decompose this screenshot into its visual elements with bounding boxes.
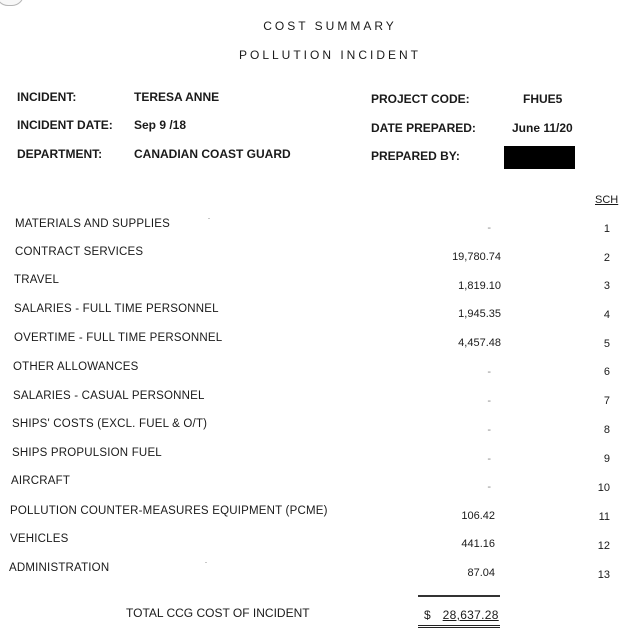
row-label: TRAVEL [14,274,60,286]
document-title: COST SUMMARY [263,19,397,33]
row-amount: 1,819.10 [458,280,501,292]
row-amount: - [487,366,491,378]
total-value: 28,637.28 [442,608,499,622]
row-amount: 4,457.48 [458,337,501,349]
scan-speck [205,562,207,563]
row-label: SALARIES - FULL TIME PERSONNEL [14,303,219,315]
document-subtitle: POLLUTION INCIDENT [238,48,421,62]
row-amount: - [487,453,491,465]
page-corner-mark [0,0,24,6]
incident-date-value: Sep 9 /18 [134,118,187,132]
row-amount: - [487,481,491,493]
row-sch: 8 [603,424,610,436]
total-amount [424,608,499,622]
date-prepared-label: DATE PREPARED: [371,121,476,135]
row-sch: 2 [603,252,610,264]
row-label: POLLUTION COUNTER-MEASURES EQUIPMENT (PCME) [10,505,328,517]
row-amount: 1,945.35 [458,308,501,320]
incident-value: TERESA ANNE [134,90,220,104]
row-sch: 10 [597,482,610,494]
project-code-label: PROJECT CODE: [371,92,470,106]
prepared-by-label: PREPARED BY: [371,149,460,163]
row-sch: 6 [603,366,610,378]
row-label: SHIPS PROPULSION FUEL [12,447,162,459]
row-label: SALARIES - CASUAL PERSONNEL [13,390,205,402]
total-double-underline [418,625,500,628]
row-amount: - [487,395,491,407]
date-prepared-value: June 11/20 [512,121,573,135]
row-label: ADMINISTRATION [9,562,110,574]
row-sch: 9 [603,453,610,465]
row-sch: 5 [603,338,610,350]
incident-label: INCIDENT: [17,90,77,104]
row-amount: - [487,424,491,436]
row-label: AIRCRAFT [11,475,71,487]
row-label: CONTRACT SERVICES [15,246,144,258]
row-label: OVERTIME - FULL TIME PERSONNEL [14,332,223,344]
row-sch: 12 [597,540,610,552]
total-label: TOTAL CCG COST OF INCIDENT [126,606,310,620]
row-label: OTHER ALLOWANCES [13,361,139,373]
sch-column-header: SCH [595,194,619,206]
row-sch: 4 [603,309,610,321]
row-sch: 1 [603,223,610,235]
subtotal-rule [418,595,500,597]
row-amount: - [487,222,491,234]
row-amount: 87.04 [467,567,495,579]
row-sch: 11 [598,511,610,523]
row-label: MATERIALS AND SUPPLIES [15,218,171,230]
department-value: CANADIAN COAST GUARD [134,147,291,161]
incident-date-label: INCIDENT DATE: [17,118,113,132]
row-amount: 19,780.74 [452,251,501,263]
row-amount: 106.42 [461,510,495,522]
row-amount: 441.16 [461,538,495,550]
scan-speck [208,218,210,219]
total-currency: $ [424,608,431,622]
redaction-box [504,146,575,169]
project-code-value: FHUE5 [523,92,563,106]
row-sch: 7 [603,395,610,407]
department-label: DEPARTMENT: [17,147,103,161]
row-sch: 3 [603,280,610,292]
row-label: SHIPS' COSTS (EXCL. FUEL & O/T) [12,418,208,430]
row-sch: 13 [597,569,610,581]
row-label: VEHICLES [10,533,69,545]
